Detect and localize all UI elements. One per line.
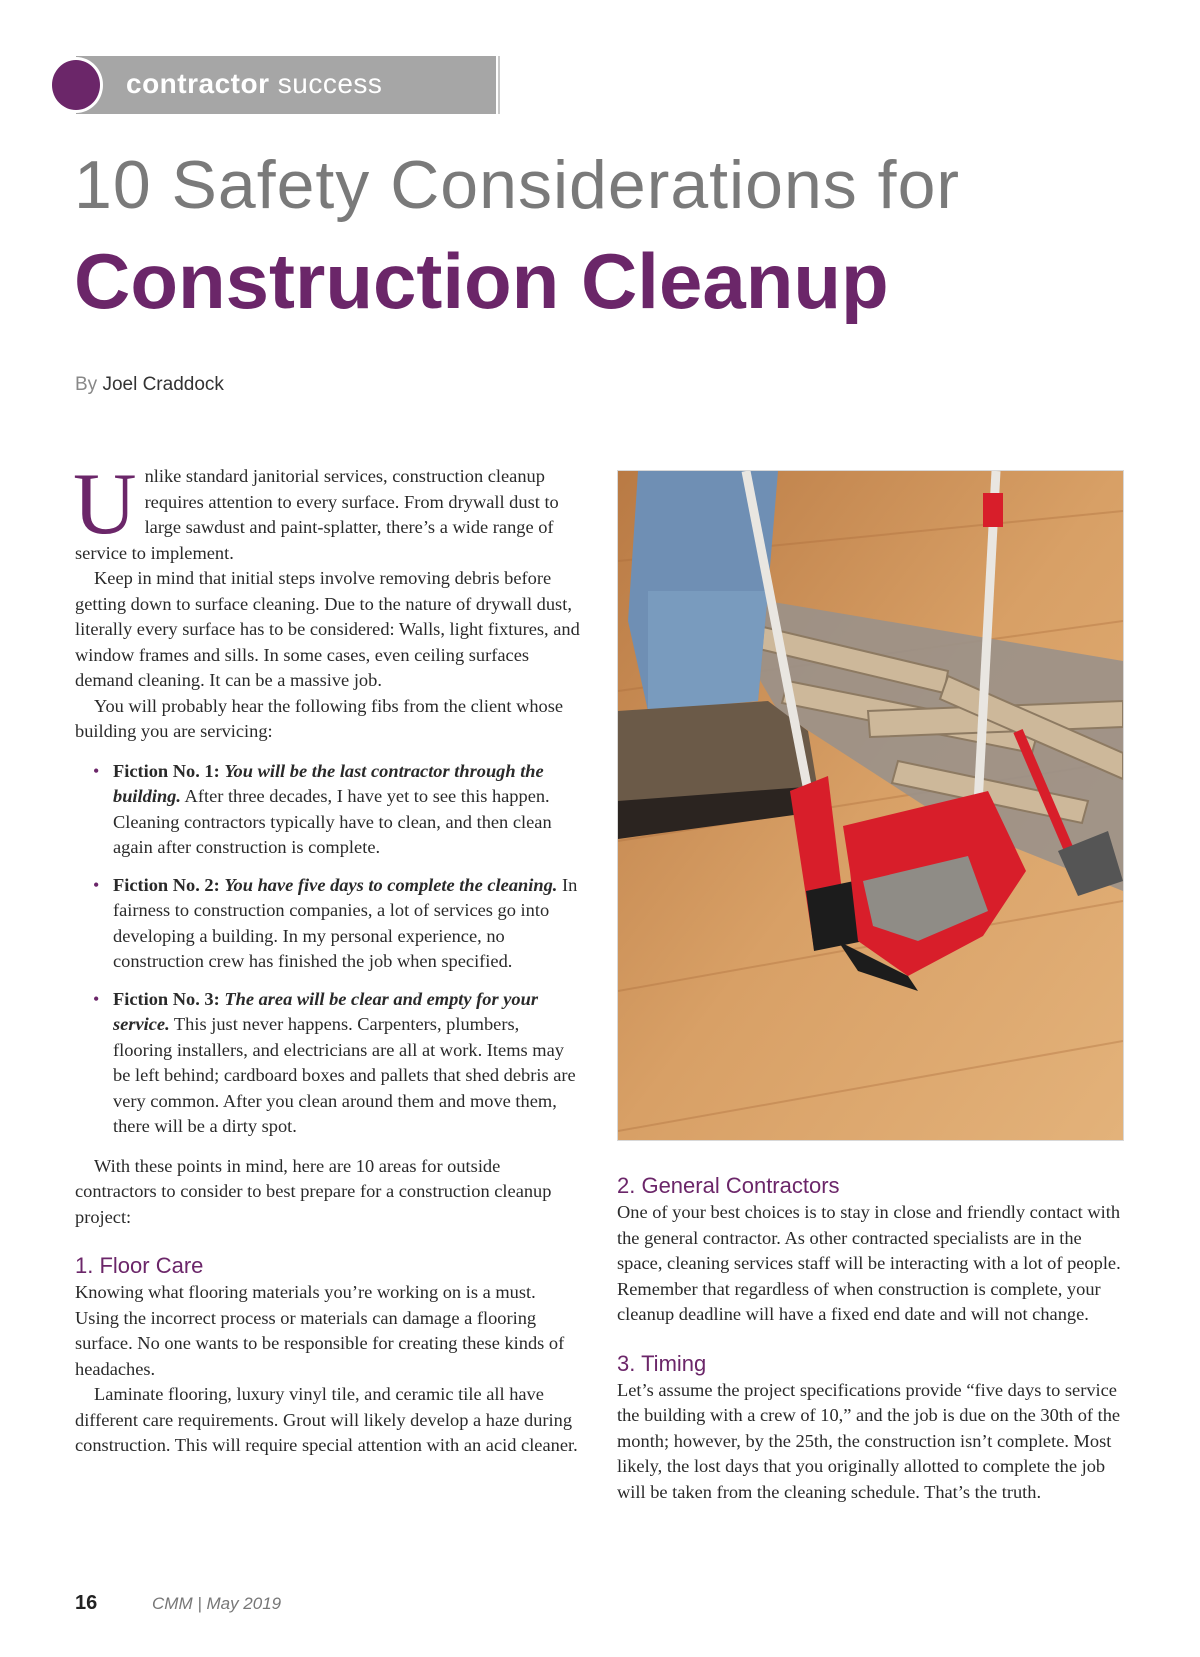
section-tag-dot-icon bbox=[52, 60, 100, 110]
fib-item bbox=[113, 759, 581, 861]
broom-dustpan-illustration bbox=[618, 471, 1123, 1140]
fib-text: In fairness to construction companies, a lot of services go into developing a building. In my personal experience, no construction crew has finished the job when specified. bbox=[113, 874, 578, 971]
article-title-line1: 10 Safety Considerations for bbox=[74, 147, 961, 223]
fib-label: Fiction No. 2: bbox=[113, 874, 225, 895]
page-number: 16 bbox=[75, 1592, 98, 1614]
byline bbox=[75, 374, 224, 396]
fib-item bbox=[113, 873, 581, 975]
floor-care-paragraph-2: Laminate flooring, luxury vinyl tile, and ceramic tile all have different care requirements. Grout will likely develop a haze during construction. This will require special attention with an acid cleaner. bbox=[75, 1384, 578, 1455]
fib-text: This just never happens. Carpenters, plumbers, flooring installers, and electricians are all at work. Items may be left behind; cardboard boxes and pallets that shed debris are very common. After you clean around them and move them, there will be a dirty spot. bbox=[113, 1014, 576, 1136]
intro-paragraph-1-text: nlike standard janitorial services, construction cleanup requires attention to every surface. From drywall dust to large sawdust and paint-splatter, there’s a wide range of service to implement. bbox=[75, 466, 559, 563]
fibs-list bbox=[75, 759, 581, 1140]
fib-quote: You have five days to complete the cleaning. bbox=[224, 874, 558, 895]
timing-paragraph: Let’s assume the project specifications provide “five days to service the building with a crew of 10,” and the job is due on the 30th of the month; however, by the 25th, the construction isn’t complete. Most likely, the lost days that you originally allotted to complete the job will be taken from the cleaning schedule. That’s the truth. bbox=[617, 1379, 1121, 1502]
fib-label: Fiction No. 1: bbox=[113, 760, 225, 781]
fib-label: Fiction No. 3: bbox=[113, 988, 225, 1009]
article-title-line2: Construction Cleanup bbox=[74, 237, 889, 325]
heading-floor-care: 1. Floor Care bbox=[75, 1253, 204, 1278]
left-column bbox=[73, 456, 581, 1459]
fib-quote: You will be the last contractor through the building. bbox=[113, 760, 544, 806]
section-tag-label bbox=[126, 68, 382, 100]
after-fibs-paragraph: With these points in mind, here are 10 areas for outside contractors to consider to best prepare for a construction cleanup project: bbox=[75, 1155, 552, 1227]
heading-timing: 3. Timing bbox=[617, 1350, 707, 1376]
drop-cap: U bbox=[73, 456, 137, 553]
section-tag-bold: contractor bbox=[126, 68, 270, 99]
heading-general-contractors: 2. General Contractors bbox=[617, 1173, 840, 1198]
intro-paragraph-1 bbox=[73, 456, 581, 566]
article-photo bbox=[617, 470, 1124, 1141]
section-tag bbox=[52, 56, 498, 114]
section-tag-divider bbox=[498, 56, 500, 114]
section-tag-rest: success bbox=[269, 68, 383, 99]
fib-text: After three decades, I have yet to see this happen. Cleaning contractors typically have to clean, and then clean again after construction is complete. bbox=[113, 786, 552, 857]
byline-author: Joel Craddock bbox=[102, 374, 224, 395]
byline-prefix: By bbox=[75, 374, 103, 395]
publication-info: CMM | May 2019 bbox=[152, 1594, 282, 1613]
fib-item bbox=[113, 987, 581, 1140]
intro-paragraph-3: You will probably hear the following fibs from the client whose building you are servicing: bbox=[75, 695, 564, 741]
right-column bbox=[617, 1172, 1129, 1505]
intro-paragraph-2: Keep in mind that initial steps involve removing debris before getting down to surface cleaning. Due to the nature of drywall dust, literally every surface has to be considered: Walls, light fixtures, and window frames and sills. In some cases, even ceiling surfaces demand cleaning. It can be a massive job. bbox=[75, 568, 580, 690]
general-contractors-paragraph: One of your best choices is to stay in close and friendly contact with the general contractor. As other contracted specialists are in the space, cleaning services staff will be interacting with a lot of people. Remember that regardless of when construction is complete, your cleanup deadline will have a fixed end date and will not change. bbox=[617, 1202, 1121, 1324]
floor-care-paragraph-1: Knowing what flooring materials you’re working on is a must. Using the incorrect process or materials can damage a flooring surface. No one wants to be responsible for creating these kinds of headaches. bbox=[75, 1282, 565, 1379]
fib-quote: The area will be clear and empty for your service. bbox=[113, 988, 538, 1034]
